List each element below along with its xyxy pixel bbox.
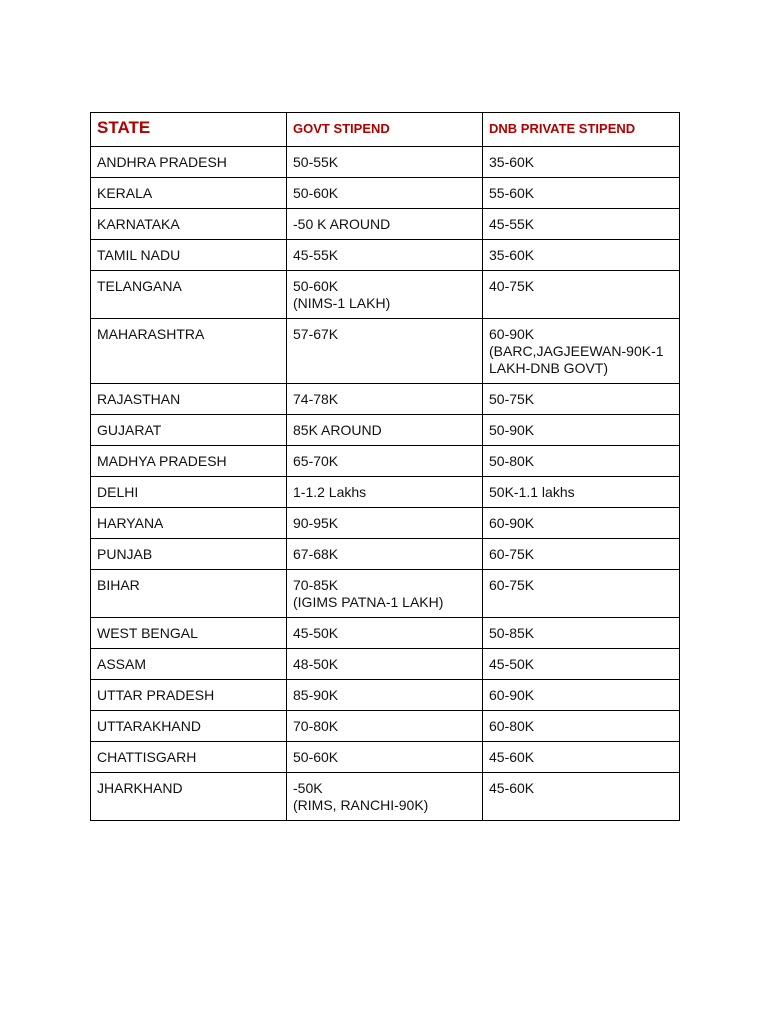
private-stipend-cell: 45-60K (483, 773, 680, 821)
private-stipend-cell: 60-90K (483, 680, 680, 711)
table-row (91, 773, 680, 821)
table-row (91, 649, 680, 680)
table-row (91, 271, 680, 319)
govt-stipend-cell: 50-55K (287, 147, 483, 178)
state-cell: RAJASTHAN (91, 384, 287, 415)
private-stipend-cell: 55-60K (483, 178, 680, 209)
private-stipend-cell: 60-75K (483, 570, 680, 618)
table-row (91, 570, 680, 618)
private-stipend-cell: 50-85K (483, 618, 680, 649)
table-row (91, 742, 680, 773)
private-stipend-cell: 45-50K (483, 649, 680, 680)
state-cell: KERALA (91, 178, 287, 209)
private-stipend-cell: 45-55K (483, 209, 680, 240)
private-stipend-cell: 40-75K (483, 271, 680, 319)
state-cell: CHATTISGARH (91, 742, 287, 773)
private-stipend-cell: 60-75K (483, 539, 680, 570)
govt-stipend-cell: 67-68K (287, 539, 483, 570)
state-cell: UTTAR PRADESH (91, 680, 287, 711)
table-row (91, 147, 680, 178)
govt-stipend-cell: 50-60K (NIMS-1 LAKH) (287, 271, 483, 319)
govt-stipend-cell: 85K AROUND (287, 415, 483, 446)
table-row (91, 477, 680, 508)
govt-stipend-cell: 65-70K (287, 446, 483, 477)
private-stipend-cell: 50-80K (483, 446, 680, 477)
govt-stipend-cell: -50 K AROUND (287, 209, 483, 240)
govt-stipend-cell: 1-1.2 Lakhs (287, 477, 483, 508)
table-row (91, 711, 680, 742)
table-row (91, 178, 680, 209)
private-stipend-cell: 35-60K (483, 240, 680, 271)
state-cell: TAMIL NADU (91, 240, 287, 271)
govt-stipend-cell: 85-90K (287, 680, 483, 711)
table-row (91, 384, 680, 415)
state-cell: JHARKHAND (91, 773, 287, 821)
table-row (91, 209, 680, 240)
private-stipend-cell: 60-90K (BARC,JAGJEEWAN-90K-1 LAKH-DNB GOVT) (483, 319, 680, 384)
table-row (91, 508, 680, 539)
table-row (91, 319, 680, 384)
private-stipend-cell: 35-60K (483, 147, 680, 178)
private-stipend-cell: 60-90K (483, 508, 680, 539)
stipend-table (90, 112, 680, 821)
govt-stipend-cell: 57-67K (287, 319, 483, 384)
table-row (91, 415, 680, 446)
table-row (91, 680, 680, 711)
govt-stipend-cell: -50K (RIMS, RANCHI-90K) (287, 773, 483, 821)
state-cell: DELHI (91, 477, 287, 508)
table-row (91, 240, 680, 271)
table-row (91, 618, 680, 649)
private-stipend-cell: 60-80K (483, 711, 680, 742)
govt-stipend-cell: 74-78K (287, 384, 483, 415)
private-stipend-cell: 50K-1.1 lakhs (483, 477, 680, 508)
private-stipend-cell: 50-90K (483, 415, 680, 446)
state-cell: WEST BENGAL (91, 618, 287, 649)
table-row (91, 539, 680, 570)
state-cell: MADHYA PRADESH (91, 446, 287, 477)
state-cell: BIHAR (91, 570, 287, 618)
state-cell: PUNJAB (91, 539, 287, 570)
state-cell: KARNATAKA (91, 209, 287, 240)
state-column-header: STATE (91, 113, 287, 147)
private-stipend-cell: 50-75K (483, 384, 680, 415)
dnb-private-stipend-column-header: DNB PRIVATE STIPEND (483, 113, 680, 147)
state-cell: UTTARAKHAND (91, 711, 287, 742)
govt-stipend-cell: 90-95K (287, 508, 483, 539)
state-cell: ASSAM (91, 649, 287, 680)
govt-stipend-cell: 45-55K (287, 240, 483, 271)
govt-stipend-cell: 70-80K (287, 711, 483, 742)
state-cell: HARYANA (91, 508, 287, 539)
private-stipend-cell: 45-60K (483, 742, 680, 773)
govt-stipend-cell: 70-85K (IGIMS PATNA-1 LAKH) (287, 570, 483, 618)
state-cell: TELANGANA (91, 271, 287, 319)
govt-stipend-cell: 50-60K (287, 178, 483, 209)
govt-stipend-column-header: GOVT STIPEND (287, 113, 483, 147)
govt-stipend-cell: 45-50K (287, 618, 483, 649)
state-cell: ANDHRA PRADESH (91, 147, 287, 178)
state-cell: MAHARASHTRA (91, 319, 287, 384)
table-row (91, 446, 680, 477)
table-body (91, 147, 680, 821)
govt-stipend-cell: 50-60K (287, 742, 483, 773)
state-cell: GUJARAT (91, 415, 287, 446)
govt-stipend-cell: 48-50K (287, 649, 483, 680)
header-row (91, 113, 680, 147)
